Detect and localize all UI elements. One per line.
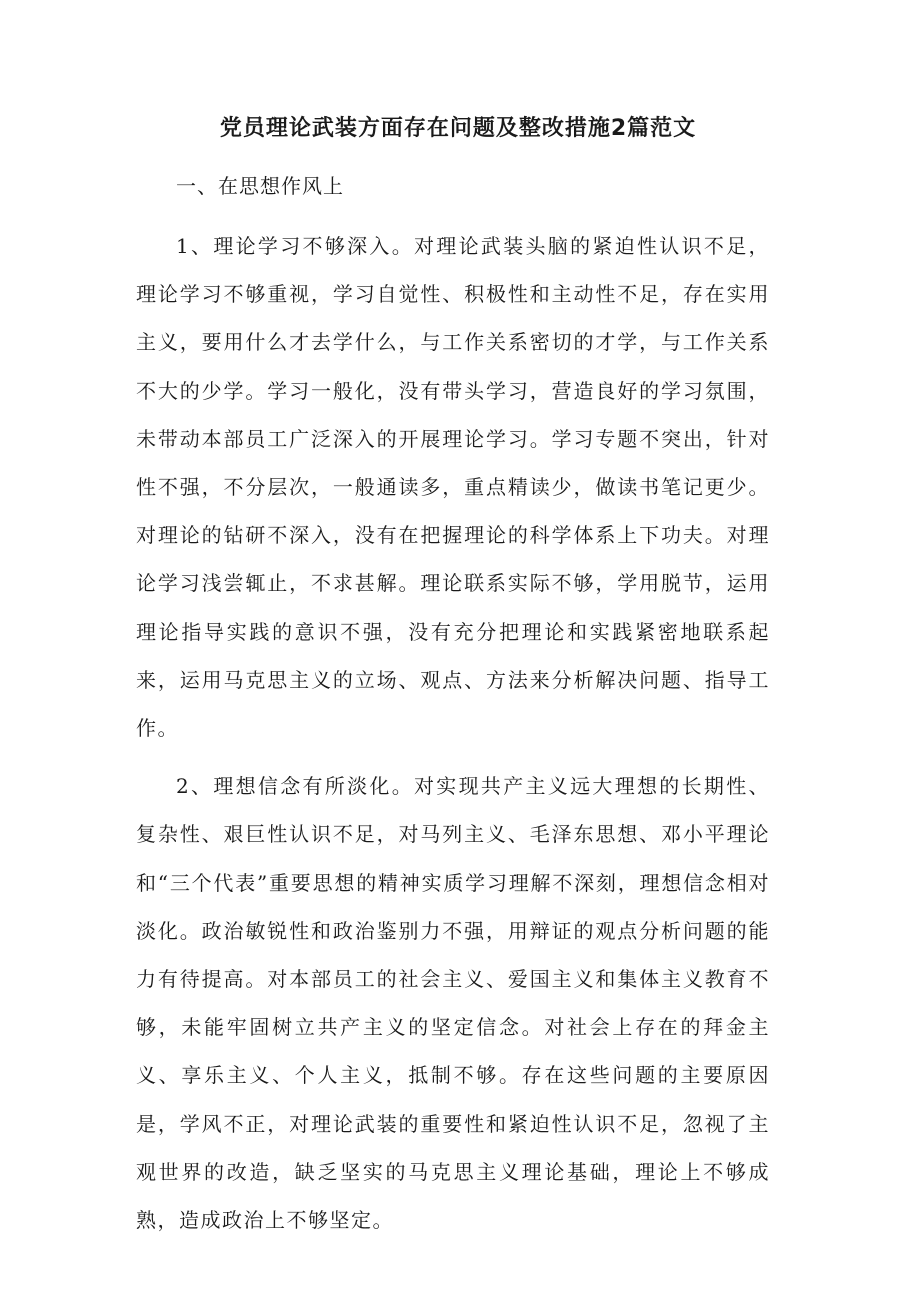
paragraph-ideals-beliefs: 2、理想信念有所淡化。对实现共产主义远大理想的长期性、复杂性、艰巨性认识不足，对马列主义、毛泽东思想、邓小平理论和“三个代表”重要思想的精神实质学习理解不深刻，理想信念相对淡化。政治敏锐性和政治鉴别力不强，用辩证的观点分析问题的能力有待提高。对本部员工的社会主义、爱国主义和集体主义教育不够，未能牢固树立共产主义的坚定信念。对社会上存在的拜金主义、享乐主义、个人主义，抵制不够。存在这些问题的主要原因是，学风不正，对理论武装的重要性和紧迫性认识不足，忽视了主观世界的改造，缺乏坚实的马克思主义理论基础，理论上不够成熟，造成政治上不够坚定。 [136, 774, 770, 1233]
document-title: 党员理论武装方面存在问题及整改措施2篇范文 [219, 116, 697, 141]
section-heading: 一、在思想作风上 [176, 174, 344, 198]
paragraph-theory-study: 1、理论学习不够深入。对理论武装头脑的紧迫性认识不足，理论学习不够重视，学习自觉性、积极性和主动性不足，存在实用主义，要用什么才去学什么，与工作关系密切的才学，与工作关系不大的少学。学习一般化，没有带头学习，营造良好的学习氛围，未带动本部员工广泛深入的开展理论学习。学习专题不突出，针对性不强，不分层次，一般通读多，重点精读少，做读书笔记更少。对理论的钻研不深入，没有在把握理论的科学体系上下功夫。对理论学习浅尝辄止，不求甚解。理论联系实际不够，学用脱节，运用理论指导实践的意识不强，没有充分把理论和实践紧密地联系起来，运用马克思主义的立场、观点、方法来分析解决问题、指导工作。 [136, 234, 770, 741]
